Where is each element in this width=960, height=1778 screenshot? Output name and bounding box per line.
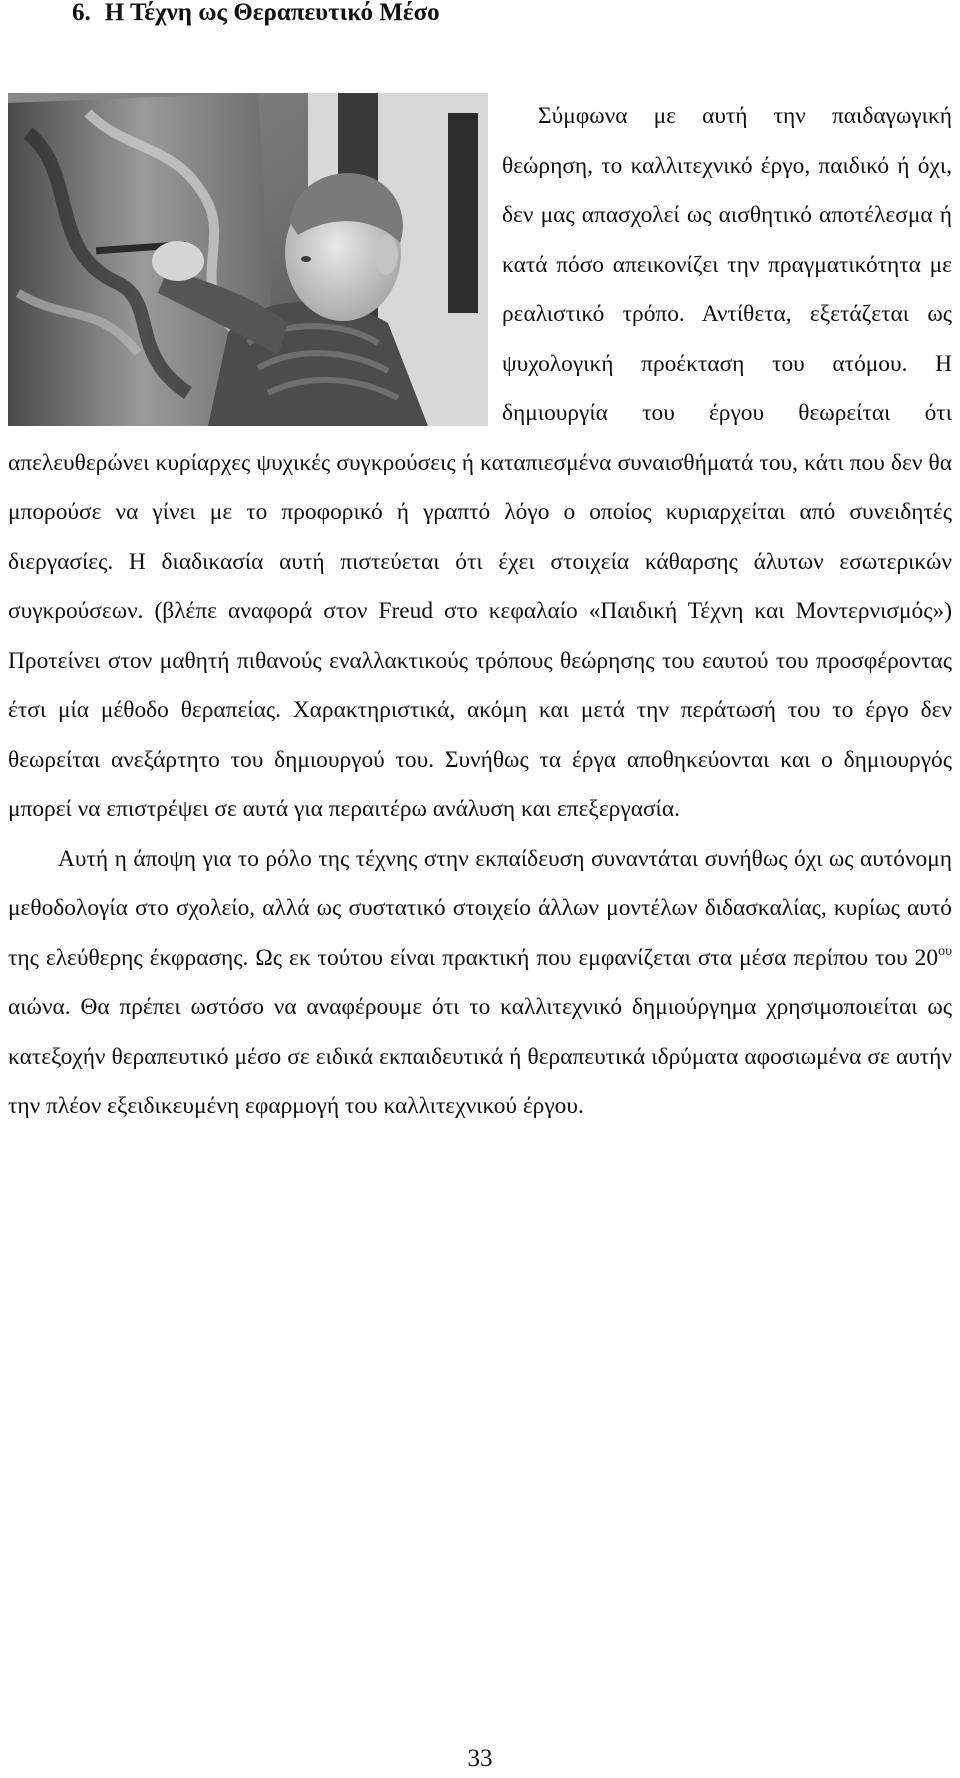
section-number: 6. <box>72 0 91 26</box>
section-title: Η Τέχνη ως Θεραπευτικό Μέσο <box>104 0 440 26</box>
section-heading <box>72 0 440 26</box>
paragraph-1: Σύμφωνα με αυτή την παιδαγωγική θεώρηση, το καλλιτεχνικό έργο, παιδικό ή όχι, δεν μας απασχολεί ως αισθητικό αποτέλεσμα ή κατά πόσο απεικονίζει την πραγματικότητα με ρεαλιστικό τρόπο. Αντίθετα, εξετάζεται ως ψυχολογική προέκταση του ατόμου. Η δημιουργία του έργου θεωρείται ότι απελευθερώνει κυρίαρχες ψυχικές συγκρούσεις ή καταπιεσμένα συναισθήματά του, κάτι που δεν θα μπορούσε να γίνει με το προφορικό ή γραπτό λόγο ο οποίος κυριαρχείται από συνειδητές διεργασίες. Η διαδικασία αυτή πιστεύεται ότι έχει στοιχεία κάθαρσης άλυτων εσωτερικών συγκρούσεων. (βλέπε αναφορά στον Freud στο κεφαλαίο «Παιδική Τέχνη και Μοντερνισμός») Προτείνει στον μαθητή πιθανούς εναλλακτικούς τρόπους θεώρησης του εαυτού του προσφέροντας έτσι μία μέθοδο θεραπείας. Χαρακτηριστικά, ακόμη και μετά την περάτωσή του το έργο δεν θεωρείται ανεξάρτητο του δημιουργού του. Συνήθως τα έργα αποθηκεύονται και ο δημιουργός μπορεί να επιστρέψει σε αυτά για περαιτέρω ανάλυση και επεξεργασία. <box>8 103 952 822</box>
photo-wrap-spacer <box>8 92 502 428</box>
ordinal-superscript: ου <box>938 943 952 959</box>
article-body <box>8 92 952 1132</box>
paragraph-2-text-b: αιώνα. Θα πρέπει ωστόσο να αναφέρουμε ότι το καλλιτεχνικό δημιούργημα χρησιμοποιείται ως κατεξοχήν θεραπευτικό μέσο σε ειδικά εκπαιδευτικά ή θεραπευτικά ιδρύματα αφοσιωμένα σε αυτήν την πλέον εξειδικευμένη εφαρμογή του καλλιτεχνικού έργου. <box>8 994 952 1119</box>
page-number: 33 <box>467 1745 493 1772</box>
paragraph-2-text-a: Αυτή η άποψη για το ρόλο της τέχνης στην εκπαίδευση συναντάται συνήθως όχι ως αυτόνομη μεθοδολογία στο σχολείο, αλλά ως συστατικό στοιχείο άλλων μοντέλων διδασκαλίας, κυρίως αυτό της ελεύθερης έκφρασης. Ως εκ τούτου είναι πρακτική που εμφανίζεται στα μέσα περίπου του 20 <box>8 845 952 971</box>
paragraph-2 <box>8 835 952 1132</box>
